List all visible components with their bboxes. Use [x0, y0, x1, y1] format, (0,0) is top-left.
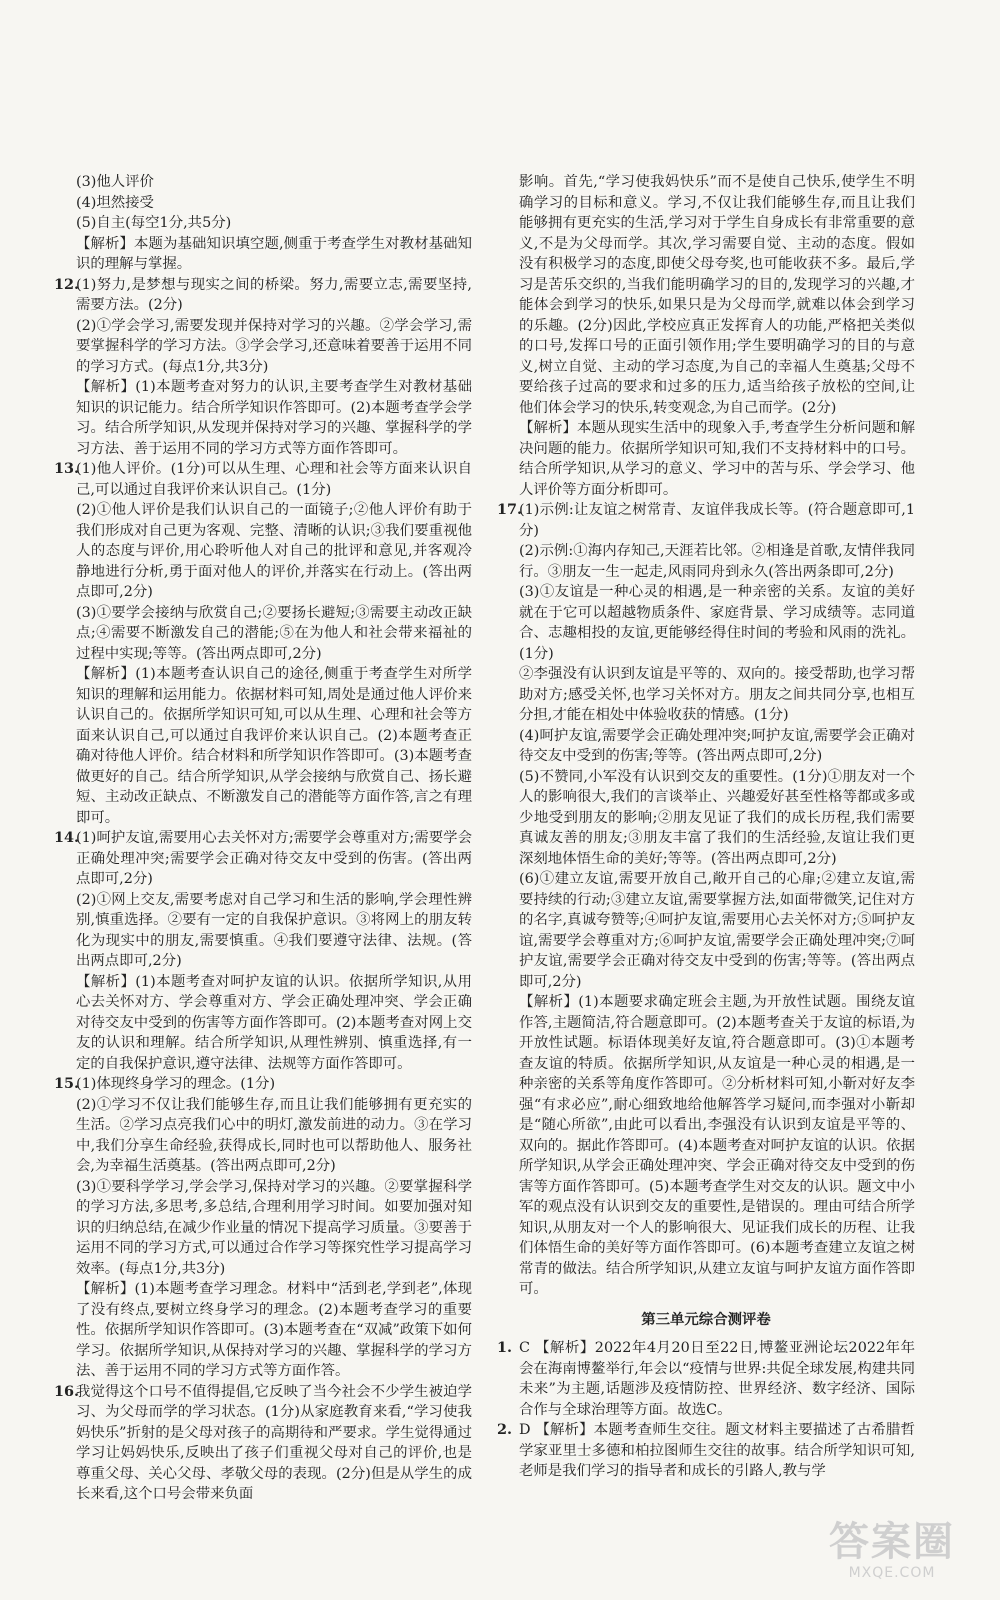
- answer-paragraph: (4)坦然接受: [76, 194, 154, 211]
- watermark-url: MXQE.COM: [848, 1565, 936, 1581]
- answer-paragraph: ②李强没有认识到友谊是平等的、双向的。接受帮助,也学习帮助对方;感受关怀,也学习关怀对方。朋友之间共同分享,也相互分担,才能在相处中体验收获的情感。(1分): [519, 666, 915, 723]
- answer-paragraph: (5)自主(每空1分,共5分): [76, 215, 232, 231]
- question-number: 16.: [54, 1382, 80, 1400]
- question-number: 2.: [497, 1421, 513, 1438]
- question-answer: [497, 500, 915, 541]
- answer-text: (1)他人评价。(1分)可以从生理、心理和社会等方面来认识自己,可以通过自我评价来认识自己。(1分): [76, 461, 472, 498]
- question-answer: [54, 275, 472, 316]
- question-answer: [54, 1382, 472, 1505]
- question-number: 15.: [54, 1075, 80, 1092]
- answer-text: 我觉得这个口号不值得提倡,它反映了当今社会不少学生被迫学习、为父母而学的学习状态。(1分)从家庭教育来看,“学习使我妈快乐”折射的是父母对孩子的高期待和严要求。学生觉得通过学习让妈妈快乐,反映出了孩子们重视父母对自己的评价,也是尊重父母、关心父母、孝敬父母的表现。(2分)但是从学生的成长来看,这个口号会带来负面: [76, 1383, 472, 1502]
- answer-text: C 【解析】2022年4月20日至22日,博鳌亚洲论坛2022年年会在海南博鳌举行,年会以“疫情与世界:共促全球发展,构建共同未来”为主题,话题涉及疫情防控、世界经济、数字经济、国际合作与全球治理等方面。故选C。: [519, 1340, 915, 1418]
- answer-paragraph: (3)①要科学学习,学会学习,保持对学习的兴趣。②要掌握科学的学习方法,多思考,多总结,合理利用学习时间。如要加强对知识的归纳总结,在减少作业量的情况下提高学习质量。③要善于运用不同的学习方式,可以通过合作学习等探究性学习提高学习效率。(每点1分,共3分): [76, 1178, 472, 1277]
- answer-text: (1)示例:让友谊之树常青、友谊伴我成长等。(符合题意即可,1分): [519, 502, 915, 539]
- question-answer: [54, 828, 472, 890]
- analysis-paragraph: 【解析】(1)本题考查认识自己的途径,侧重于考查学生对所学知识的理解和运用能力。依据材料可知,周处是通过他人评价来认识自己的。依据所学知识可知,可以从生理、心理和社会等方面来认识自己,可以通过自我评价来认识自己。(2)本题考查正确对待他人评价。结合材料和所学知识作答即可。(3)本题考查做更好的自己。结合所学知识,从学会接纳与欣赏自己、扬长避短、主动改正缺点、不断激发自己的潜能等方面作答,言之有理即可。: [76, 666, 472, 826]
- analysis-paragraph: 【解析】(1)本题考查对呵护友谊的认识。依据所学知识,从用心去关怀对方、学会尊重对方、学会正确处理冲突、学会正确对待交友中受到的伤害等方面作答即可。(2)本题考查对网上交友的认识和理解。结合所学知识,从理性辨别、慎重选择,有一定的自我保护意识,遵守法律、法规等方面作答即可。: [76, 973, 472, 1072]
- analysis-paragraph: 【解析】(1)本题要求确定班会主题,为开放性试题。围绕友谊作答,主题简洁,符合题意即可。(2)本题考查关于友谊的标语,为开放性试题。标语体现美好友谊,符合题意即可。(3)①本题考查友谊的特质。依据所学知识,从友谊是一种心灵的相遇,是一种亲密的关系等角度作答即可。②分析材料可知,小靳对好友李强“有求必应”,耐心细致地给他解答学习疑问,而李强对小靳却是“随心所欲”,由此可以看出,李强没有认识到友谊是平等的、双向的。据此作答即可。(4)本题考查对呵护友谊的认识。依据所学知识,从学会正确处理冲突、学会正确对待交友中受到的伤害等方面作答即可。(5)本题考查学生对交友的认识。题文中小军的观点没有认识到交友的重要性,是错误的。理由可结合所学知识,从朋友对一个人的影响很大、见证我们成长的历程、让我们体悟生命的美好等方面作答即可。(6)本题考查建立友谊之树常青的做法。结合所学知识,从建立友谊与呵护友谊方面作答即可。: [519, 994, 915, 1297]
- answer-text: (1)呵护友谊,需要用心去关怀对方;需要学会尊重对方;需要学会正确处理冲突;需要学会正确对待交友中受到的伤害。(答出两点即可,2分): [76, 830, 472, 887]
- answer-paragraph: (2)①他人评价是我们认识自己的一面镜子;②他人评价有助于我们形成对自己更为客观、完整、清晰的认识;③我们要重视他人的态度与评价,用心聆听他人对自己的批评和意见,并客观冷静地进行分析,勇于面对他人的评价,并落实在行动上。(答出两点即可,2分): [76, 502, 472, 600]
- site-watermark: [802, 1520, 982, 1586]
- answer-text: D 【解析】本题考查师生交往。题文材料主要描述了古希腊哲学家亚里士多德和柏拉图师生交往的故事。结合所学知识可知,老师是我们学习的指导者和成长的引路人,教与学: [519, 1422, 915, 1479]
- answer-paragraph: (4)呵护友谊,需要学会正确处理冲突;呵护友谊,需要学会正确对待交友中受到的伤害;等等。(答出两点即可,2分): [519, 727, 915, 764]
- question-answer: [497, 1420, 915, 1482]
- question-number: 14.: [54, 829, 80, 846]
- question-answer: [497, 1338, 915, 1420]
- answer-paragraph: 影响。首先,“学习使我妈快乐”而不是使自己快乐,使学生不明确学习的目标和意义。学习,不仅让我们能够生存,而且让我们能够拥有更充实的生活,学习对于学生自身成长有非常重要的意义,不是为父母而学。其次,学习需要自觉、主动的态度。假如没有积极学习的态度,即使父母夸奖,也可能收获不多。最后,学习是苦乐交织的,当我们能明确学习的目的,发现学习的兴趣,才能体会到学习的快乐,如果只是为父母而学,就难以体会到学习的乐趣。(2分)因此,学校应真正发挥育人的功能,严格把关类似的口号,发挥口号的正面引领作用;学生要明确学习的目的与意义,树立自觉、主动的学习态度,为自己的幸福人生奠基;父母不要给孩子过高的要求和过多的压力,适当给孩子放松的空间,让他们体会学习的快乐,转变观念,为自己而学。(2分): [519, 174, 915, 416]
- section-heading: 第三单元综合测评卷: [641, 1310, 771, 1328]
- analysis-paragraph: 【解析】本题为基础知识填空题,侧重于考查学生对教材基础知识的理解与掌握。: [76, 235, 472, 272]
- question-number: 1.: [497, 1339, 513, 1356]
- answer-paragraph: (2)①网上交友,需要考虑对自己学习和生活的影响,学会理性辨别,慎重选择。②要有一定的自我保护意识。③将网上的朋友转化为现实中的朋友,需要慎重。④我们要遵守法律、法规。(答出两点即可,2分): [76, 891, 472, 969]
- answer-text: (1)体现终身学习的理念。(1分): [76, 1076, 276, 1092]
- question-answer: [54, 1074, 472, 1095]
- answer-paragraph: (3)他人评价: [76, 174, 154, 190]
- answer-paragraph: (6)①建立友谊,需要开放自己,敞开自己的心扉;②建立友谊,需要持续的行动;③建立友谊,需要掌握方法,如面带微笑,记住对方的名字,真诚夸赞等;④呵护友谊,需要用心去关怀对方;⑤呵护友谊,需要学会尊重对方;⑥呵护友谊,需要学会正确处理冲突;⑦呵护友谊,需要学会正确对待交友中受到的伤害;等等。(答出两点即可,2分): [519, 871, 915, 990]
- answer-paragraph: (5)不赞同,小军没有认识到交友的重要性。(1分)①朋友对一个人的影响很大,我们的言谈举止、兴趣爱好甚至性格等都或多或少地受到朋友的影响;②朋友见证了我们的成长历程,我们需要真诚友善的朋友;③朋友丰富了我们的生活经验,友谊让我们更深刻地体悟生命的美好;等等。(答出两点即可,2分): [519, 768, 915, 867]
- answer-paragraph: (3)①要学会接纳与欣赏自己;②要扬长避短;③需要主动改正缺点;④需要不断激发自己的潜能;⑤在为他人和社会带来福祉的过程中实现;等等。(答出两点即可,2分): [76, 604, 472, 662]
- answer-text: (1)努力,是梦想与现实之间的桥梁。努力,需要立志,需要坚持,需要方法。(2分): [76, 276, 472, 313]
- analysis-paragraph: 【解析】本题从现实生活中的现象入手,考查学生分析问题和解决问题的能力。依据所学知识可知,我们不支持材料中的口号。结合所学知识,从学习的意义、学习中的苦与乐、学会学习、他人评价等方面分析即可。: [519, 420, 915, 498]
- answer-paragraph: (3)①友谊是一种心灵的相遇,是一种亲密的关系。友谊的美好就在于它可以超越物质条件、家庭背景、学习成绩等。志同道合、志趣相投的友谊,更能够经得住时间的考验和风雨的洗礼。(1分): [519, 584, 915, 662]
- answer-paragraph: (2)①学会学习,需要发现并保持对学习的兴趣。②学会学习,需要掌握科学的学习方法。③学会学习,还意味着要善于运用不同的学习方式。(每点1分,共3分): [76, 317, 472, 375]
- question-number: 17.: [497, 501, 523, 518]
- answer-paragraph: (2)①学习不仅让我们能够生存,而且让我们能够拥有更充实的生活。②学习点亮我们心中的明灯,激发前进的动力。③在学习中,我们分享生命经验,获得成长,同时也可以帮助他人、服务社会,为幸福生活奠基。(答出两点即可,2分): [76, 1096, 472, 1174]
- analysis-paragraph: 【解析】(1)本题考查对努力的认识,主要考查学生对教材基础知识的识记能力。结合所学知识作答即可。(2)本题考查学会学习。结合所学知识,从发现并保持对学习的兴趣、掌握科学的学习方法、善于运用不同的学习方式等方面作答即可。: [76, 379, 472, 457]
- left-column: [54, 172, 472, 1505]
- question-number: 13.: [54, 460, 80, 477]
- analysis-paragraph: 【解析】(1)本题考查学习理念。材料中“活到老,学到老”,体现了没有终点,要树立终身学习的理念。(2)本题考查学习的重要性。依据所学知识作答即可。(3)本题考查在“双减”政策下如何学习。依据所学知识,从保持对学习的兴趣、掌握科学的学习方法、善于运用不同的学习方式等方面作答。: [76, 1281, 472, 1379]
- answer-paragraph: (2)示例:①海内存知己,天涯若比邻。②相逢是首歌,友情伴我同行。③朋友一生一起走,风雨同舟到永久(答出两条即可,2分): [519, 543, 915, 580]
- question-answer: [54, 459, 472, 500]
- right-column: [497, 172, 915, 1482]
- watermark-logo-text: 答案圈: [829, 1519, 955, 1565]
- question-number: 12.: [54, 275, 80, 293]
